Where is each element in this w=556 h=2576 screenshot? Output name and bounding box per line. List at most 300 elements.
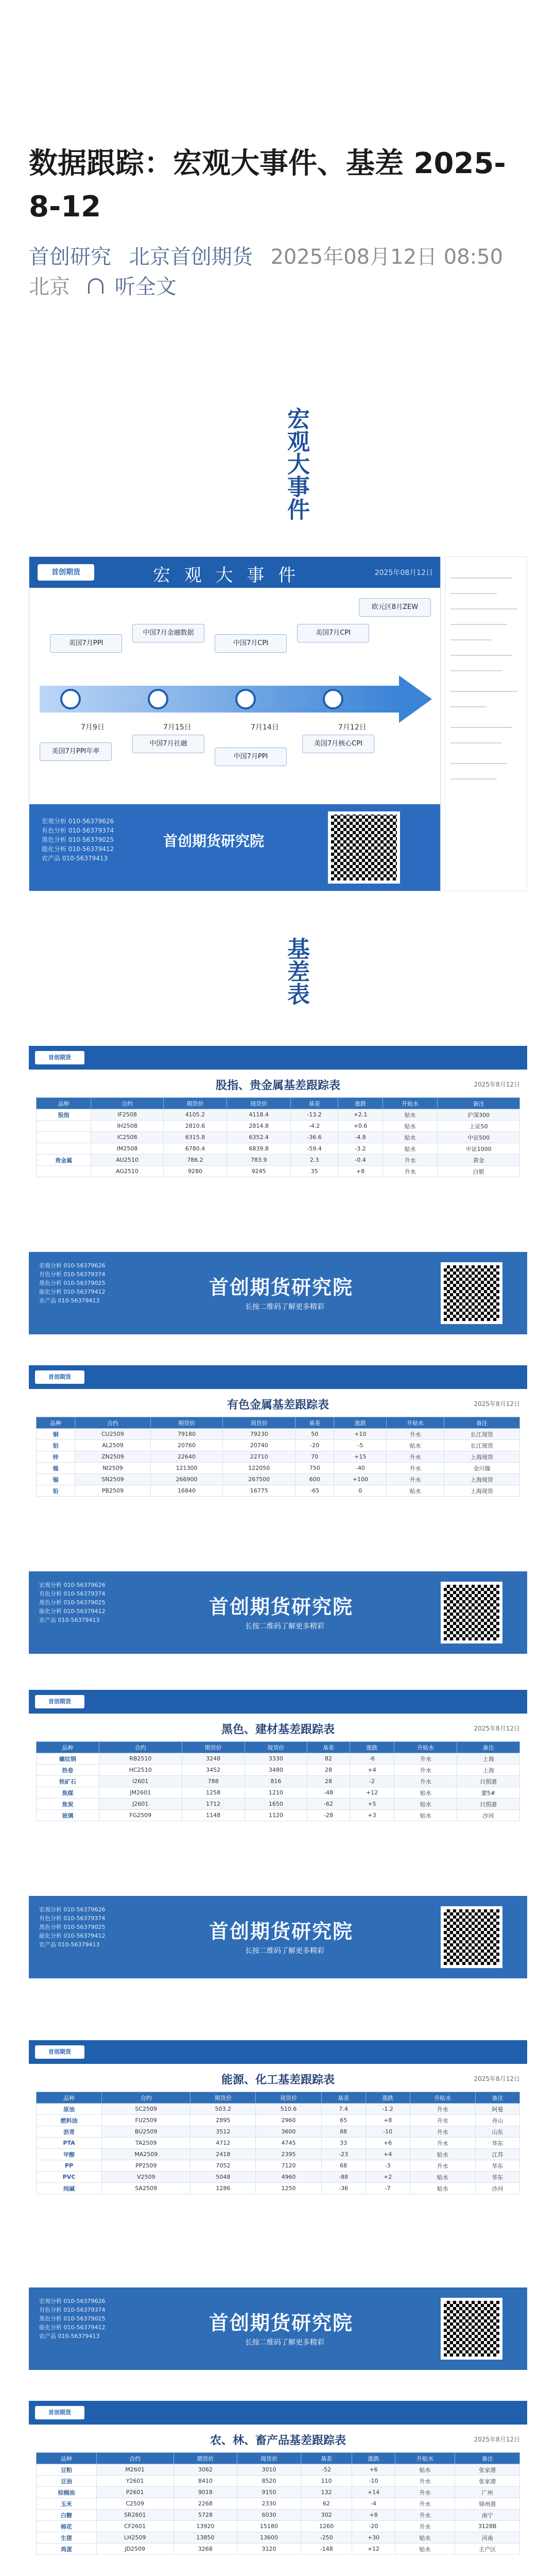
- footer-contact: 能化分析 010-56379412: [39, 2324, 106, 2331]
- table-cell: [37, 1166, 91, 1177]
- qr-code-icon[interactable]: [441, 1262, 502, 1324]
- footer-contact: 有色分析 010-56379374: [39, 1590, 106, 1597]
- article-title: 数据跟踪：宏观大事件、基差 2025-8-12: [29, 147, 506, 224]
- table-date: 2025年8月12日: [474, 1725, 520, 1732]
- footer-contact: 宏观分析 010-56379626: [39, 1582, 106, 1588]
- table-date: 2025年8月12日: [474, 1081, 520, 1088]
- table-cell: -148: [301, 2544, 352, 2555]
- table-cell: 贴水: [410, 2172, 475, 2183]
- side-row: [450, 670, 502, 671]
- table-cell: +6: [352, 2464, 395, 2476]
- table-cell: 1120: [245, 1810, 307, 1821]
- timeline-arrowhead: [399, 675, 432, 723]
- table-cell: 升水: [410, 2138, 475, 2149]
- basis-section-title-text: 基差表: [283, 937, 309, 1005]
- table-cell: 1260: [301, 2521, 352, 2532]
- table-row: [37, 2115, 520, 2126]
- column-header: 合约: [102, 2092, 190, 2104]
- table-row: [37, 1485, 520, 1497]
- timeline-day: 7月9日: [81, 723, 105, 732]
- table-cell: 6030: [237, 2510, 301, 2521]
- footer-contact: 农产品 010-56379413: [39, 2333, 100, 2340]
- column-header: 期货价: [190, 2092, 256, 2104]
- macro-timeline-card[interactable]: [29, 556, 441, 891]
- table-row: [37, 1166, 520, 1177]
- column-header: 升贴水: [395, 2453, 455, 2464]
- table-cell: 上海现货: [444, 1485, 519, 1497]
- headphones-icon: [88, 278, 103, 294]
- table-cell: 南宁: [455, 2510, 520, 2521]
- column-header: 品种: [37, 2453, 97, 2464]
- table-cell: 贴水: [395, 2544, 455, 2555]
- table-title: 股指、贵金属基差跟踪表: [215, 1079, 340, 1092]
- column-header: 涨跌: [334, 1417, 387, 1429]
- column-header: 合约: [96, 2453, 173, 2464]
- basis-section-title: [271, 912, 312, 1030]
- table-cell: 升水: [394, 1753, 457, 1765]
- table-cell: IM2508: [91, 1143, 163, 1155]
- table-cell: +10: [334, 1429, 387, 1440]
- column-header: 期货价: [182, 1742, 245, 1753]
- table-cell: [37, 1132, 91, 1143]
- timeline-node: [148, 689, 168, 709]
- footer-slogan: 长按二维码了解更多精彩: [245, 1622, 324, 1631]
- table-cell: -40: [334, 1463, 387, 1474]
- table-cell: 热卷: [37, 1765, 99, 1776]
- table-cell: -36: [321, 2183, 366, 2194]
- table-row: [37, 1463, 520, 1474]
- table-cell: -1.2: [366, 2104, 410, 2115]
- table-row: [37, 1132, 520, 1143]
- table-cell: 16840: [150, 1485, 223, 1497]
- table-cell: 纯碱: [37, 2183, 102, 2194]
- table-cell: 中证500: [438, 1132, 520, 1143]
- table-cell: 9018: [173, 2487, 237, 2498]
- table-row: [37, 2149, 520, 2160]
- table-row: [37, 2476, 520, 2487]
- footer-contact: 黑色分析 010-56379025: [39, 1599, 106, 1606]
- table-row: [37, 2138, 520, 2149]
- qr-code-icon[interactable]: [441, 1582, 502, 1643]
- table-cell: 贴水: [394, 1799, 457, 1810]
- column-header: 基差: [301, 2453, 352, 2464]
- table-cell: 锌: [37, 1451, 75, 1463]
- side-row: [450, 727, 512, 728]
- table-cell: 1712: [182, 1799, 245, 1810]
- table-cell: SC2509: [102, 2104, 190, 2115]
- table-cell: 35: [290, 1166, 338, 1177]
- table-cell: 升水: [410, 2160, 475, 2172]
- table-cell: 6839.8: [227, 1143, 291, 1155]
- table-cell: 22640: [150, 1451, 223, 1463]
- table-cell: 79180: [150, 1429, 223, 1440]
- table-cell: 沥青: [37, 2126, 102, 2138]
- column-header: 基差: [321, 2092, 366, 2104]
- table-cell: IF2508: [91, 1109, 163, 1121]
- footer-contact: 农产品 010-56379413: [39, 1617, 100, 1623]
- column-header: 合约: [75, 1417, 150, 1429]
- qr-code-icon[interactable]: [441, 1906, 502, 1968]
- basis-table-card-index-metals[interactable]: [29, 1046, 527, 1334]
- footer-contact: 宏观分析 010-56379626: [39, 1906, 106, 1913]
- table-cell: 上海: [457, 1765, 520, 1776]
- table-cell: 沙河: [457, 1810, 520, 1821]
- table-cell: -7: [366, 2183, 410, 2194]
- column-header: 现货价: [245, 1742, 307, 1753]
- column-header: 备注: [455, 2453, 520, 2464]
- footer-contact: 黑色分析 010-56379025: [39, 1280, 106, 1286]
- table-cell: 华东: [475, 2160, 519, 2172]
- table-cell: BU2509: [102, 2126, 190, 2138]
- company-logo: 首创期货: [38, 564, 94, 581]
- table-cell: -10: [352, 2476, 395, 2487]
- table-cell: 2.3: [290, 1155, 338, 1166]
- table-cell: 267500: [223, 1474, 296, 1485]
- table-cell: 升水: [395, 2498, 455, 2510]
- table-cell: PP: [37, 2160, 102, 2172]
- table-cell: 豆粕: [37, 2464, 97, 2476]
- author-name[interactable]: 北京首创期货: [129, 245, 253, 269]
- table-cell: 贴水: [394, 1810, 457, 1821]
- qr-code-icon[interactable]: [328, 811, 400, 884]
- table-cell: 6352.4: [227, 1132, 291, 1143]
- table-row: [37, 2160, 520, 2172]
- table-cell: [37, 1143, 91, 1155]
- column-header: 备注: [444, 1417, 519, 1429]
- table-cell: -59.4: [290, 1143, 338, 1155]
- table-cell: 升水: [387, 1429, 444, 1440]
- account-name[interactable]: 首创研究: [29, 245, 111, 269]
- side-row: [450, 742, 502, 743]
- table-row: [37, 1765, 520, 1776]
- column-header: 涨跌: [366, 2092, 410, 2104]
- table-row: [37, 1474, 520, 1485]
- company-logo: 首创期货: [35, 1695, 84, 1708]
- table-row: [37, 2172, 520, 2183]
- side-row: [450, 639, 492, 640]
- table-cell: [37, 1121, 91, 1132]
- table-cell: 股指: [37, 1109, 91, 1121]
- table-cell: 升水: [410, 2104, 475, 2115]
- table-cell: 8410: [173, 2476, 237, 2487]
- table-cell: PTA: [37, 2138, 102, 2149]
- table-cell: 升水: [410, 2126, 475, 2138]
- table-cell: 升水: [395, 2510, 455, 2521]
- table-row: [37, 2104, 520, 2115]
- table-cell: 原油: [37, 2104, 102, 2115]
- table-cell: 贴水: [410, 2149, 475, 2160]
- table-row: [37, 1440, 520, 1451]
- table-cell: 贴水: [387, 1440, 444, 1451]
- table-cell: 62: [301, 2498, 352, 2510]
- column-header: 现货价: [256, 2092, 321, 2104]
- table-cell: SA2509: [102, 2183, 190, 2194]
- table-cell: 28: [307, 1776, 350, 1787]
- table-footer: [29, 2287, 527, 2370]
- timeline-event: 中国7月PPI: [215, 748, 287, 766]
- table-header-bar: [29, 2040, 527, 2064]
- table-date: 2025年8月12日: [474, 2075, 520, 2082]
- table-cell: 1286: [190, 2183, 256, 2194]
- table-cell: 3480: [245, 1765, 307, 1776]
- table-cell: 贴水: [383, 1132, 437, 1143]
- timeline-event: 中国7月金融数据: [132, 624, 204, 642]
- table-cell: 焦炭: [37, 1799, 99, 1810]
- column-header: 涨跌: [352, 2453, 395, 2464]
- basis-table-card-ferrous[interactable]: [29, 1690, 527, 1978]
- table-cell: 豆油: [37, 2476, 97, 2487]
- table-cell: +5: [350, 1799, 394, 1810]
- table-cell: 82: [307, 1753, 350, 1765]
- table-cell: 升水: [395, 2487, 455, 2498]
- table-cell: 16775: [223, 1485, 296, 1497]
- side-row: [450, 691, 517, 692]
- footer-contact: 宏观分析 010-56379626: [42, 818, 114, 825]
- table-cell: 3600: [256, 2126, 321, 2138]
- company-logo: 首创期货: [35, 2406, 84, 2419]
- table-cell: 4712: [190, 2138, 256, 2149]
- table-cell: 13600: [237, 2532, 301, 2544]
- footer-contact: 有色分析 010-56379374: [39, 2307, 106, 2313]
- footer-contact: 有色分析 010-56379374: [39, 1915, 106, 1922]
- table-cell: -62: [307, 1799, 350, 1810]
- table-cell: NI2509: [75, 1463, 150, 1474]
- basis-table: [36, 1097, 520, 1177]
- table-cell: 上海现货: [444, 1474, 519, 1485]
- table-cell: 15180: [237, 2521, 301, 2532]
- table-cell: -48: [307, 1787, 350, 1799]
- footer-slogan: 长按二维码了解更多精彩: [245, 2338, 324, 2347]
- table-header-row: [37, 2453, 520, 2464]
- listen-button[interactable]: [88, 272, 188, 302]
- basis-table-card-agri[interactable]: [29, 2401, 527, 2576]
- table-cell: 蒙5#: [457, 1787, 520, 1799]
- timeline-event: 欧元区8月ZEW: [359, 598, 431, 617]
- table-cell: MA2509: [102, 2149, 190, 2160]
- table-cell: 1148: [182, 1810, 245, 1821]
- column-header: 现货价: [237, 2453, 301, 2464]
- table-cell: 升水: [395, 2521, 455, 2532]
- table-cell: 升水: [383, 1155, 437, 1166]
- table-cell: 阿曼: [475, 2104, 519, 2115]
- table-cell: 上海: [457, 1753, 520, 1765]
- table-cell: 锦州港: [455, 2498, 520, 2510]
- table-cell: 3010: [237, 2464, 301, 2476]
- table-date: 2025年8月12日: [474, 2436, 520, 2443]
- table-cell: 黄金: [438, 1155, 520, 1166]
- table-cell: -6: [350, 1753, 394, 1765]
- table-cell: TA2509: [102, 2138, 190, 2149]
- macro-card-header: [29, 557, 440, 588]
- table-cell: 20740: [223, 1440, 296, 1451]
- table-header-bar: [29, 2401, 527, 2425]
- table-cell: 33: [321, 2138, 366, 2149]
- table-row: [37, 2464, 520, 2476]
- table-row: [37, 2183, 520, 2194]
- table-cell: JM2601: [99, 1787, 182, 1799]
- article-meta: [29, 242, 527, 302]
- table-cell: 螺纹钢: [37, 1753, 99, 1765]
- table-row: [37, 1155, 520, 1166]
- footer-contacts: [39, 1581, 105, 1624]
- table-cell: 山东: [475, 2126, 519, 2138]
- table-cell: -36.6: [290, 1132, 338, 1143]
- side-row: [450, 655, 512, 656]
- company-logo: 首创期货: [35, 1051, 84, 1064]
- table-cell: 华东: [475, 2172, 519, 2183]
- table-cell: 2268: [173, 2498, 237, 2510]
- timeline-event: 中国7月CPI: [215, 634, 287, 653]
- qr-code-icon[interactable]: [441, 2298, 502, 2360]
- publish-location: 北京: [29, 275, 70, 299]
- basis-table: [36, 2452, 520, 2555]
- table-cell: 68: [321, 2160, 366, 2172]
- table-cell: 2330: [237, 2498, 301, 2510]
- column-header: 品种: [37, 1742, 99, 1753]
- macro-card-title: 宏 观 大 事 件: [153, 565, 300, 586]
- table-cell: 棕榈油: [37, 2487, 97, 2498]
- table-cell: M2601: [96, 2464, 173, 2476]
- table-cell: +30: [352, 2532, 395, 2544]
- timeline-node: [235, 689, 256, 709]
- footer-brand: 首创期货研究院: [163, 833, 265, 850]
- timeline-event: 美国7月CPI: [297, 624, 369, 642]
- table-cell: -20: [352, 2521, 395, 2532]
- table-cell: +12: [352, 2544, 395, 2555]
- table-cell: 升水: [395, 2476, 455, 2487]
- table-cell: 5728: [173, 2510, 237, 2521]
- table-cell: 长江现货: [444, 1440, 519, 1451]
- table-cell: 贴水: [387, 1485, 444, 1497]
- table-cell: 6780.4: [163, 1143, 227, 1155]
- table-cell: 0: [334, 1485, 387, 1497]
- basis-table: [36, 2092, 520, 2194]
- table-cell: JD2509: [96, 2544, 173, 2555]
- table-cell: 江苏: [475, 2149, 519, 2160]
- table-row: [37, 1109, 520, 1121]
- footer-contact: 黑色分析 010-56379025: [42, 836, 114, 843]
- table-cell: 2960: [256, 2115, 321, 2126]
- table-row: [37, 1810, 520, 1821]
- table-cell: P2601: [96, 2487, 173, 2498]
- table-cell: 4745: [256, 2138, 321, 2149]
- table-cell: I2601: [99, 1776, 182, 1787]
- table-cell: 焦煤: [37, 1787, 99, 1799]
- footer-contacts: [42, 817, 114, 863]
- macro-section-title: [271, 379, 312, 549]
- table-row: [37, 2510, 520, 2521]
- table-cell: 28: [307, 1765, 350, 1776]
- table-cell: 燃料油: [37, 2115, 102, 2126]
- table-cell: Y2601: [96, 2476, 173, 2487]
- table-cell: J2601: [99, 1799, 182, 1810]
- table-cell: 302: [301, 2510, 352, 2521]
- table-cell: -28: [307, 1810, 350, 1821]
- table-cell: ZN2509: [75, 1451, 150, 1463]
- column-header: 升贴水: [383, 1098, 437, 1109]
- table-cell: 121300: [150, 1463, 223, 1474]
- publish-datetime: 2025年08月12日 08:50: [270, 245, 503, 269]
- column-header: 品种: [37, 1098, 91, 1109]
- table-cell: 升水: [383, 1166, 437, 1177]
- table-cell: 锡: [37, 1474, 75, 1485]
- table-cell: -4.2: [290, 1121, 338, 1132]
- table-header-bar: [29, 1365, 527, 1389]
- table-cell: RB2510: [99, 1753, 182, 1765]
- column-header: 基差: [307, 1742, 350, 1753]
- footer-brand: 首创期货研究院: [209, 1596, 354, 1618]
- macro-card-date: 2025年08月12日: [374, 569, 433, 577]
- footer-contact: 宏观分析 010-56379626: [39, 2298, 106, 2304]
- table-cell: 日照港: [457, 1799, 520, 1810]
- table-cell: 2418: [190, 2149, 256, 2160]
- table-cell: 1250: [256, 2183, 321, 2194]
- timeline-event: 美国7月PPI: [50, 634, 122, 653]
- table-cell: 张家港: [455, 2464, 520, 2476]
- table-cell: -3: [366, 2160, 410, 2172]
- table-cell: 上证50: [438, 1121, 520, 1132]
- table-cell: 816: [245, 1776, 307, 1787]
- table-cell: 783.9: [227, 1155, 291, 1166]
- footer-contacts: [39, 2297, 105, 2341]
- table-cell: +4: [366, 2149, 410, 2160]
- table-cell: +6: [366, 2138, 410, 2149]
- table-cell: 1258: [182, 1787, 245, 1799]
- column-header: 升贴水: [387, 1417, 444, 1429]
- table-cell: 1210: [245, 1787, 307, 1799]
- column-header: 基差: [290, 1098, 338, 1109]
- side-row: [450, 608, 517, 609]
- timeline-day: 7月15日: [163, 723, 192, 732]
- timeline-day: 7月12日: [338, 723, 367, 732]
- listen-label: 听全文: [114, 275, 177, 299]
- table-title: 黑色、建材基差跟踪表: [221, 1723, 335, 1736]
- table-cell: 主产区: [455, 2544, 520, 2555]
- footer-contact: 能化分析 010-56379412: [39, 1933, 106, 1939]
- column-header: 升贴水: [394, 1742, 457, 1753]
- basis-table-card-energy-chem[interactable]: [29, 2040, 527, 2370]
- timeline-node: [323, 689, 343, 709]
- table-row: [37, 1753, 520, 1765]
- table-cell: 甲醇: [37, 2149, 102, 2160]
- table-cell: 22710: [223, 1451, 296, 1463]
- basis-table-card-nonferrous[interactable]: [29, 1365, 527, 1654]
- table-cell: AG2510: [91, 1166, 163, 1177]
- table-cell: 广州: [455, 2487, 520, 2498]
- table-cell: 升水: [387, 1451, 444, 1463]
- table-cell: 升水: [394, 1765, 457, 1776]
- table-row: [37, 1143, 520, 1155]
- table-cell: 铜: [37, 1429, 75, 1440]
- table-cell: C2509: [96, 2498, 173, 2510]
- table-cell: 9280: [163, 1166, 227, 1177]
- table-cell: IC2508: [91, 1132, 163, 1143]
- table-cell: -65: [296, 1485, 334, 1497]
- table-row: [37, 1451, 520, 1463]
- footer-contact: 能化分析 010-56379412: [42, 845, 114, 853]
- table-cell: -5: [334, 1440, 387, 1451]
- footer-contact: 黑色分析 010-56379025: [39, 2315, 106, 2322]
- table-cell: 贵金属: [37, 1155, 91, 1166]
- side-row: [450, 778, 497, 779]
- timeline-event: 美国7月核心CPI: [302, 735, 374, 753]
- table-cell: +4: [350, 1765, 394, 1776]
- table-row: [37, 2498, 520, 2510]
- table-cell: 升水: [410, 2115, 475, 2126]
- table-title: 有色金属基差跟踪表: [227, 1399, 329, 1412]
- column-header: 品种: [37, 2092, 102, 2104]
- table-cell: +100: [334, 1474, 387, 1485]
